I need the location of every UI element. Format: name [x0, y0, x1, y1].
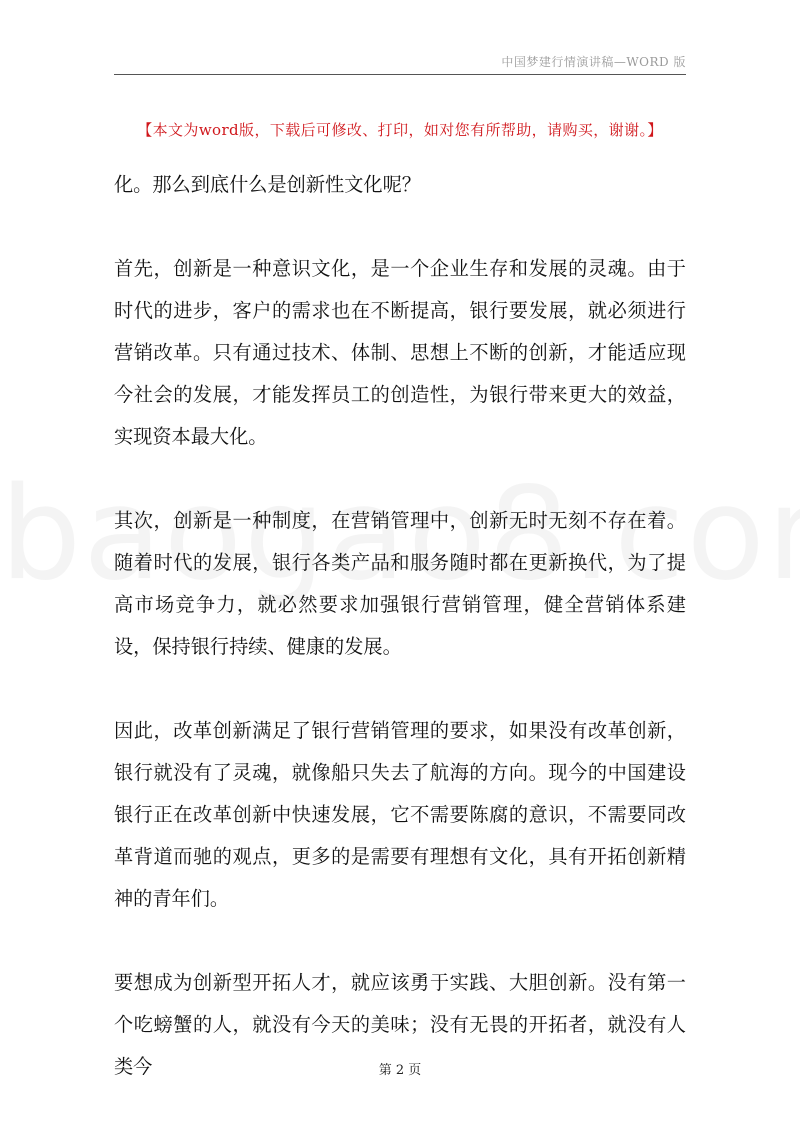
paragraph-2: 首先，创新是一种意识文化，是一个企业生存和发展的灵魂。由于时代的进步，客户的需求也在不断提高，银行要发展，就必须进行营销改革。只有通过技术、体制、思想上不断的创新，才能适应现今社会的发展，才能发挥员工的创造性，为银行带来更大的效益，实现资本最大化。 [114, 257, 686, 448]
paragraph-1: 化。那么到底什么是创新性文化呢？ [114, 173, 421, 196]
page-number: 第 2 页 [378, 1063, 422, 1078]
paragraph-4: 因此，改革创新满足了银行营销管理的要求，如果没有改革创新，银行就没有了灵魂，就像船只失去了航海的方向。现今的中国建设银行正在改革创新中快速发展，它不需要陈腐的意识，不需要同改革背道而驰的观点，更多的是需要有理想有文化，具有开拓创新精神的青年们。 [114, 719, 686, 910]
header-divider [114, 74, 686, 75]
document-body [114, 164, 686, 1088]
download-notice: 【本文为word版，下载后可修改、打印，如对您有所帮助，请购买，谢谢。】 [137, 121, 663, 139]
header-title: 中国梦建行情演讲稿—WORD 版 [501, 55, 686, 69]
paragraph-3: 其次，创新是一种制度，在营销管理中，创新无时无刻不存在着。随着时代的发展，银行各类产品和服务随时都在更新换代，为了提高市场竞争力，就必然要求加强银行营销管理，健全营销体系建设，保持银行持续、健康的发展。 [114, 509, 686, 658]
paragraph-5: 要想成为创新型开拓人才，就应该勇于实践、大胆创新。没有第一个吃螃蟹的人，就没有今天的美味；没有无畏的开拓者，就没有人类今 [114, 971, 686, 1078]
